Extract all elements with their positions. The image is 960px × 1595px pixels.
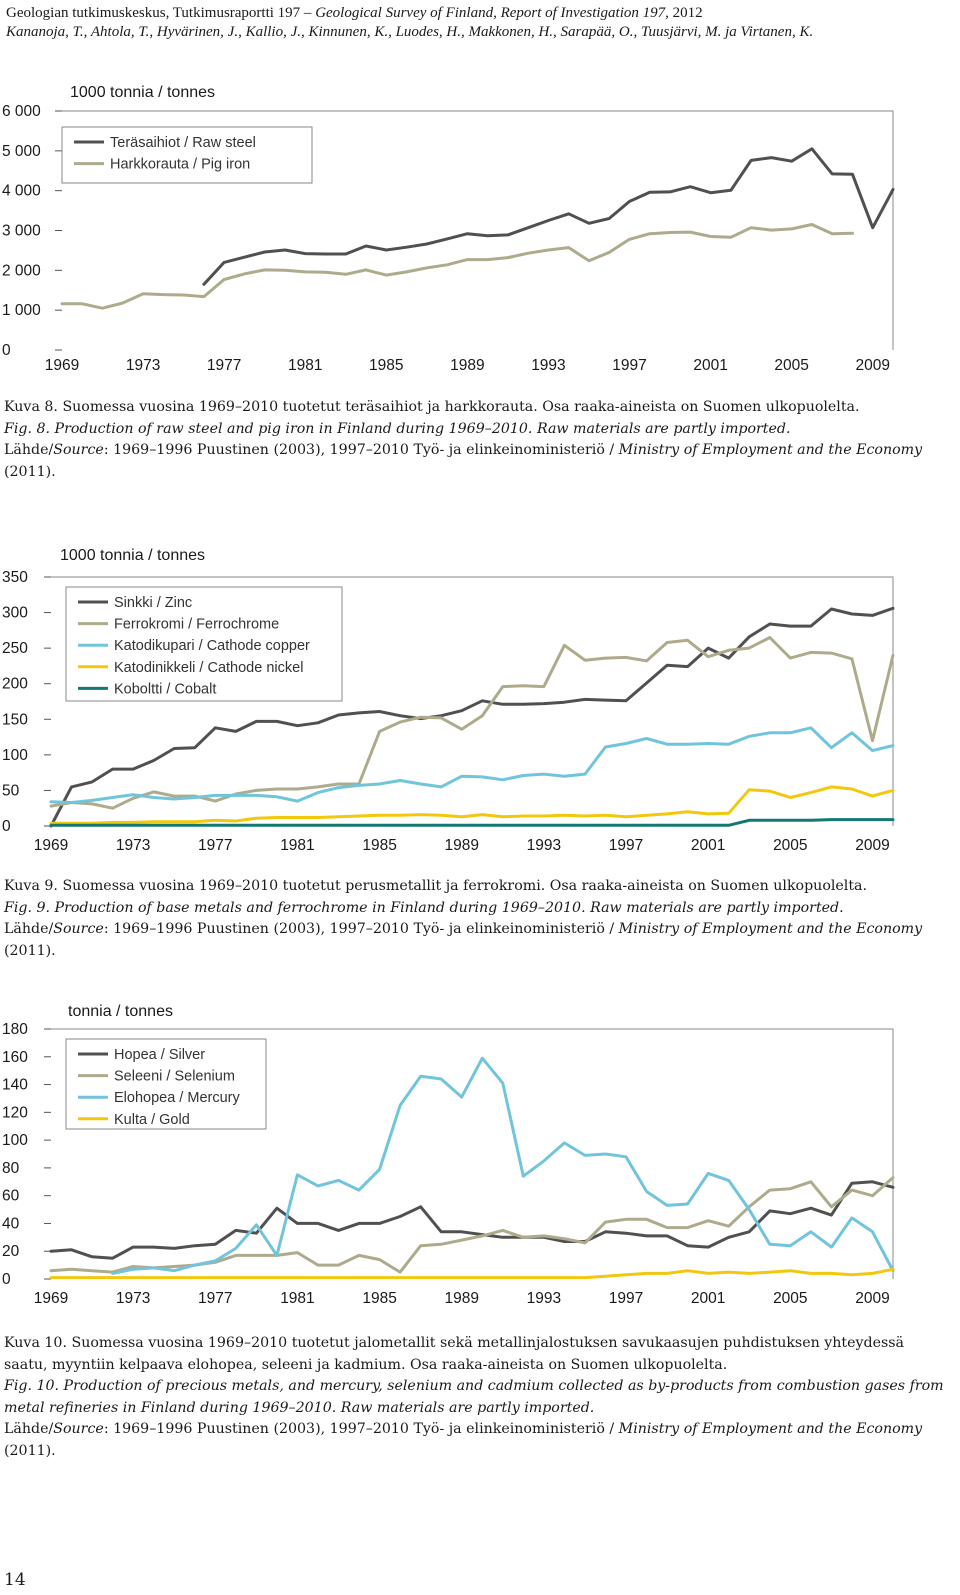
legend-label: Katodikupari / Cathode copper [114,638,310,655]
x-tick-label: 2005 [774,357,809,374]
y-tick-label: 100 [2,1132,28,1150]
report-title-italic: Geological Survey of Finland, Report of Investigation 197 [315,5,666,21]
caption-fig9-fi: Kuva 9. Suomessa vuosina 1969–2010 tuotetut perusmetallit ja ferrokromi. Osa raaka-aineista on Suomen ulkopuolelta. [4,878,867,894]
caption-fig10-source: Lähde/Source: 1969–1996 Puustinen (2003), 1997–2010 Työ- ja elinkeinoministeriö / Ministry of Employment and the Economy [4,1421,923,1437]
y-tick-label: 0 [2,818,11,835]
x-tick-label: 1985 [362,837,397,854]
legend-label: Koboltti / Cobalt [114,681,217,698]
caption-fig9-year: (2011). [4,942,56,959]
caption-fig8-fi: Kuva 8. Suomessa vuosina 1969–2010 tuotetut teräsaihiot ja harkkorauta. Osa raaka-aineista on Suomen ulkopuolelta. [4,399,860,415]
x-tick-label: 2001 [690,837,726,854]
report-title-plain: Geologian tutkimuskeskus, Tutkimusraportti 197 – [6,5,316,21]
x-tick-label: 1981 [280,1290,315,1307]
y-tick-label: 6 000 [2,103,41,120]
legend-label: Ferrokromi / Ferrochrome [114,616,280,633]
x-tick-label: 1973 [125,357,161,374]
x-tick-label: 1973 [115,837,151,854]
x-tick-label: 1981 [280,837,315,854]
x-tick-label: 1985 [369,357,404,374]
caption-fig10-en: Fig. 10. Production of precious metals, and mercury, selenium and cadmium collected as by-products from combustion gases from metal refineries in Finland during 1969–2010. Raw materials are partly imported. [4,1378,944,1416]
x-tick-label: 2009 [855,1290,890,1307]
report-title-line [6,4,946,23]
y-tick-label: 0 [2,1271,11,1288]
x-tick-label: 1997 [608,1290,644,1307]
page-number: 14 [4,1570,26,1590]
caption-fig10-year: (2011). [4,1442,56,1459]
y-tick-label: 2 000 [2,262,41,280]
y-tick-label: 140 [2,1076,28,1094]
caption-fig9-source: Lähde/Source: 1969–1996 Puustinen (2003), 1997–2010 Työ- ja elinkeinoministeriö / Ministry of Employment and the Economy [4,921,923,937]
caption-fig10 [4,1333,948,1462]
y-tick-label: 200 [2,675,28,693]
y-tick-label: 80 [2,1159,20,1177]
legend [62,127,312,183]
y-tick-label: 40 [2,1215,20,1233]
authors-line: Kananoja, T., Ahtola, T., Hyvärinen, J., Kallio, J., Kinnunen, K., Luodes, H., Makkonen, H., Sarapää, O., Tuusjärvi, M. ja Virtanen, K. [6,24,814,40]
chart-base-metals [0,537,960,867]
y-tick-label: 5 000 [2,142,41,160]
x-tick-label: 1973 [115,1290,151,1307]
x-tick-label: 1993 [531,357,566,374]
report-title-end: , 2012 [665,5,703,21]
series-line-3 [51,787,893,823]
y-tick-label: 100 [2,746,28,764]
chart-precious-metals [0,993,960,1323]
y-tick-label: 1 000 [2,302,41,320]
y-tick-label: 120 [2,1104,28,1122]
legend-label: Sinkki / Zinc [114,595,193,611]
unit-label: tonnia / tonnes [68,1003,173,1020]
series-line-1 [51,1178,893,1273]
x-tick-label: 2001 [693,357,728,374]
y-tick-label: 4 000 [2,182,41,200]
x-tick-label: 2009 [855,837,890,854]
caption-fig9 [4,876,948,962]
x-tick-label: 1969 [44,357,80,374]
x-tick-label: 1977 [206,357,242,374]
y-tick-label: 160 [2,1048,28,1066]
caption-fig8-source: Lähde/Source: 1969–1996 Puustinen (2003), 1997–2010 Työ- ja elinkeinoministeriö / Ministry of Employment and the Economy [4,442,923,458]
x-tick-label: 1997 [608,837,644,854]
legend-label: Katodinikkeli / Cathode nickel [114,659,304,676]
x-tick-label: 1989 [444,837,479,854]
legend-label: Elohopea / Mercury [114,1090,240,1107]
x-tick-label: 1981 [287,357,323,374]
caption-fig8-en: Fig. 8. Production of raw steel and pig iron in Finland during 1969–2010. Raw materials are partly imported. [4,420,791,437]
y-tick-label: 20 [2,1243,20,1261]
legend [66,587,342,701]
unit-label: 1000 tonnia / tonnes [60,547,206,564]
y-tick-label: 180 [2,1021,28,1038]
x-tick-label: 1993 [526,837,562,854]
unit-label: 1000 tonnia / tonnes [70,84,216,101]
x-tick-label: 1969 [33,1290,69,1307]
chart-steel-iron [0,70,960,390]
x-tick-label: 2005 [773,1290,808,1307]
y-tick-label: 50 [2,782,20,800]
y-tick-label: 60 [2,1187,20,1205]
x-tick-label: 2005 [773,837,808,854]
legend-label: Seleeni / Selenium [114,1068,235,1085]
x-tick-label: 1977 [198,1290,233,1307]
x-tick-label: 1989 [450,357,485,374]
legend-label: Kulta / Gold [114,1111,190,1128]
caption-fig10-fi: Kuva 10. Suomessa vuosina 1969–2010 tuotetut jalometallit sekä metallinjalostuksen savukaasujen puhdistuksen yhteydessä saatu, myyntiin kelpaava elohopea, seleeni ja kadmium. Osa raaka-aineista on Suomen ulkopuolelta. [4,1335,905,1373]
y-tick-label: 3 000 [2,222,41,240]
x-tick-label: 2001 [690,1290,726,1307]
x-tick-label: 1997 [612,357,647,374]
y-tick-label: 250 [2,640,28,658]
page-header [6,4,946,42]
caption-fig9-en: Fig. 9. Production of base metals and ferrochrome in Finland during 1969–2010. Raw materials are partly imported. [4,899,844,916]
x-tick-label: 2009 [855,357,890,374]
legend-label: Teräsaihiot / Raw steel [110,135,256,151]
caption-fig8-year: (2011). [4,463,56,480]
chart-base-metals-svg [0,537,960,867]
y-tick-label: 150 [2,711,28,729]
chart-precious-metals-svg [0,993,960,1323]
y-tick-label: 300 [2,604,28,622]
x-tick-label: 1989 [444,1290,479,1307]
legend [66,1039,266,1129]
chart-steel-iron-svg [0,70,960,390]
caption-fig8 [4,397,948,483]
x-tick-label: 1985 [362,1290,397,1307]
legend-label: Harkkorauta / Pig iron [110,156,251,173]
y-tick-label: 350 [2,569,28,586]
x-tick-label: 1993 [526,1290,562,1307]
legend-label: Hopea / Silver [114,1047,206,1063]
x-tick-label: 1977 [198,837,233,854]
y-tick-label: 0 [2,342,11,359]
x-tick-label: 1969 [33,837,69,854]
